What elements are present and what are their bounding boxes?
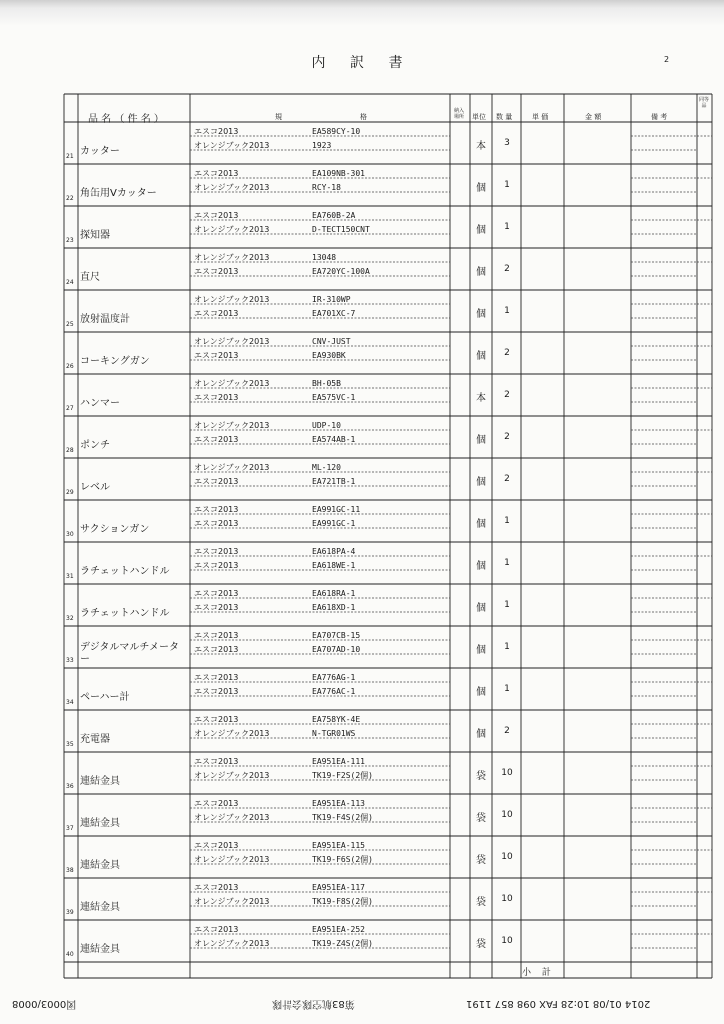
quantity-cell: 3 — [504, 138, 510, 148]
fax-footer-right: 図0003/0008 — [12, 998, 77, 1009]
spec-line-2: オレンジブック2013 RCY-18 — [194, 183, 341, 192]
unit-cell: 袋 — [476, 771, 486, 782]
row-number: 39 — [66, 909, 74, 916]
spec-line-2: オレンジブック2013 N-TGR01WS — [194, 729, 356, 738]
spec-line-2: エスコ2013 EA707AD-10 — [194, 645, 361, 654]
item-name: コーキングガン — [80, 356, 150, 367]
row-number: 36 — [66, 783, 74, 790]
row-number: 26 — [66, 363, 74, 370]
spec-line-2: オレンジブック2013 TK19-Z4S(2個) — [194, 939, 373, 948]
col-header-spec-right: 格 — [360, 113, 367, 121]
unit-cell: 個 — [476, 351, 486, 362]
col-header-remarks: 備 考 — [651, 113, 668, 121]
col-header-same-item: 同等品 — [698, 97, 709, 109]
spec-line-1: エスコ2013 EA776AG-1 — [194, 673, 356, 682]
col-header-unit: 単位 — [472, 113, 486, 121]
spec-line-1: エスコ2013 EA618RA-1 — [194, 589, 356, 598]
row-number: 21 — [66, 153, 74, 160]
spec-line-1: エスコ2013 EA951EA-113 — [194, 799, 365, 808]
row-number: 23 — [66, 237, 74, 244]
row-number: 25 — [66, 321, 74, 328]
spec-line-2: エスコ2013 EA991GC-1 — [194, 519, 356, 528]
quantity-cell: 2 — [504, 726, 510, 736]
row-number: 28 — [66, 447, 74, 454]
fax-footer-middle: 第83航空隊会計隊 — [272, 998, 355, 1009]
col-header-name: 品 名 （ 件 名 ） — [88, 114, 164, 125]
spec-line-2: エスコ2013 EA930BK — [194, 351, 346, 360]
quantity-cell: 2 — [504, 390, 510, 400]
spec-line-1: オレンジブック2013 CNV-JUST — [194, 337, 351, 346]
row-number: 31 — [66, 573, 74, 580]
spec-line-2: エスコ2013 EA701XC-7 — [194, 309, 356, 318]
row-number: 33 — [66, 657, 74, 664]
item-name: 角缶用Vカッター — [80, 188, 157, 199]
col-header-unit-price: 単 価 — [532, 113, 549, 121]
quantity-cell: 1 — [504, 684, 510, 694]
row-number: 27 — [66, 405, 74, 412]
row-number: 24 — [66, 279, 74, 286]
unit-cell: 個 — [476, 477, 486, 488]
page-number: 2 — [664, 55, 670, 64]
col-header-spec-left: 規 — [275, 113, 282, 121]
subtotal-label: 小 計 — [522, 968, 555, 978]
item-name: 充電器 — [80, 734, 110, 745]
unit-cell: 個 — [476, 225, 486, 236]
row-number: 37 — [66, 825, 74, 832]
spec-line-1: エスコ2013 EA707CB-15 — [194, 631, 361, 640]
row-number: 35 — [66, 741, 74, 748]
spec-line-1: エスコ2013 EA951EA-252 — [194, 925, 365, 934]
item-name: 連結金具 — [80, 902, 120, 913]
row-number: 34 — [66, 699, 74, 706]
item-name: 連結金具 — [80, 944, 120, 955]
item-name: 連結金具 — [80, 818, 120, 829]
spec-line-1: オレンジブック2013 13048 — [194, 253, 337, 262]
quantity-cell: 1 — [504, 180, 510, 190]
item-name: レベル — [80, 482, 110, 493]
unit-cell: 袋 — [476, 855, 486, 866]
quantity-cell: 10 — [501, 768, 513, 778]
spec-line-1: エスコ2013 EA758YK-4E — [194, 715, 361, 724]
unit-cell: 個 — [476, 561, 486, 572]
spec-line-2: エスコ2013 EA720YC-100A — [194, 267, 370, 276]
spec-line-2: オレンジブック2013 TK19-F6S(2個) — [194, 855, 373, 864]
quantity-cell: 1 — [504, 222, 510, 232]
spec-line-2: エスコ2013 EA721TB-1 — [194, 477, 356, 486]
spec-line-2: オレンジブック2013 1923 — [194, 141, 332, 150]
spec-line-2: エスコ2013 EA574AB-1 — [194, 435, 356, 444]
item-name: ラチェットハンドル — [80, 566, 170, 577]
quantity-cell: 1 — [504, 306, 510, 316]
row-number: 29 — [66, 489, 74, 496]
spec-line-1: エスコ2013 EA618PA-4 — [194, 547, 356, 556]
quantity-cell: 2 — [504, 264, 510, 274]
quantity-cell: 1 — [504, 642, 510, 652]
unit-cell: 個 — [476, 645, 486, 656]
spec-line-1: エスコ2013 EA951EA-115 — [194, 841, 365, 850]
col-header-amount: 金 額 — [585, 113, 602, 121]
unit-cell: 袋 — [476, 813, 486, 824]
item-name: ポンチ — [80, 440, 110, 451]
spec-line-2: オレンジブック2013 TK19-F4S(2個) — [194, 813, 373, 822]
spec-line-1: オレンジブック2013 IR-310WP — [194, 295, 351, 304]
spec-line-2: エスコ2013 EA575VC-1 — [194, 393, 356, 402]
spec-line-2: エスコ2013 EA618WE-1 — [194, 561, 356, 570]
spec-line-1: オレンジブック2013 BH-05B — [194, 379, 341, 388]
spec-line-2: オレンジブック2013 TK19-F8S(2個) — [194, 897, 373, 906]
quantity-cell: 10 — [501, 936, 513, 946]
col-header-delivery: 納入場所 — [454, 108, 465, 120]
quantity-cell: 2 — [504, 474, 510, 484]
row-number: 32 — [66, 615, 74, 622]
item-name: サクションガン — [80, 524, 150, 535]
unit-cell: 個 — [476, 729, 486, 740]
spec-line-1: エスコ2013 EA589CY-10 — [194, 127, 361, 136]
row-number: 30 — [66, 531, 74, 538]
unit-cell: 個 — [476, 309, 486, 320]
spec-line-2: オレンジブック2013 TK19-F2S(2個) — [194, 771, 373, 780]
item-name: 探知器 — [80, 230, 110, 241]
fax-footer-left: 2014 01/08 10:28 FAX 098 857 1191 — [466, 998, 651, 1009]
spec-line-1: エスコ2013 EA951EA-111 — [194, 757, 365, 766]
spec-line-2: オレンジブック2013 D-TECT150CNT — [194, 225, 370, 234]
spec-line-1: エスコ2013 EA951EA-117 — [194, 883, 365, 892]
row-number: 40 — [66, 951, 74, 958]
quantity-cell: 1 — [504, 600, 510, 610]
spec-line-2: エスコ2013 EA776AC-1 — [194, 687, 356, 696]
item-name: 連結金具 — [80, 776, 120, 787]
col-header-quantity: 数 量 — [496, 113, 513, 121]
unit-cell: 本 — [476, 141, 486, 152]
unit-cell: 個 — [476, 183, 486, 194]
unit-cell: 個 — [476, 519, 486, 530]
item-name: デジタルマルチメーター — [80, 642, 179, 665]
spec-line-1: オレンジブック2013 UDP-10 — [194, 421, 341, 430]
spec-line-2: エスコ2013 EA618XD-1 — [194, 603, 356, 612]
item-name: ハンマー — [80, 398, 120, 409]
quantity-cell: 1 — [504, 558, 510, 568]
item-name: 直尺 — [80, 272, 100, 283]
unit-cell: 個 — [476, 435, 486, 446]
spec-line-1: オレンジブック2013 ML-120 — [194, 463, 341, 472]
item-name: 放射温度計 — [80, 314, 130, 325]
unit-cell: 本 — [476, 393, 486, 404]
quantity-cell: 2 — [504, 348, 510, 358]
unit-cell: 袋 — [476, 939, 486, 950]
unit-cell: 個 — [476, 603, 486, 614]
spec-line-1: エスコ2013 EA109NB-301 — [194, 169, 365, 178]
item-name: カッター — [80, 146, 120, 157]
spec-line-1: エスコ2013 EA991GC-11 — [194, 505, 361, 514]
row-number: 22 — [66, 195, 74, 202]
document-title: 内 訳 書 — [311, 55, 413, 71]
item-name: ペーハー計 — [80, 692, 130, 703]
spec-line-1: エスコ2013 EA760B-2A — [194, 211, 356, 220]
quantity-cell: 2 — [504, 432, 510, 442]
item-name: ラチェットハンドル — [80, 608, 170, 619]
row-number: 38 — [66, 867, 74, 874]
quantity-cell: 10 — [501, 894, 513, 904]
quantity-cell: 10 — [501, 852, 513, 862]
unit-cell: 袋 — [476, 897, 486, 908]
unit-cell: 個 — [476, 687, 486, 698]
unit-cell: 個 — [476, 267, 486, 278]
quantity-cell: 1 — [504, 516, 510, 526]
item-name: 連結金具 — [80, 860, 120, 871]
quantity-cell: 10 — [501, 810, 513, 820]
